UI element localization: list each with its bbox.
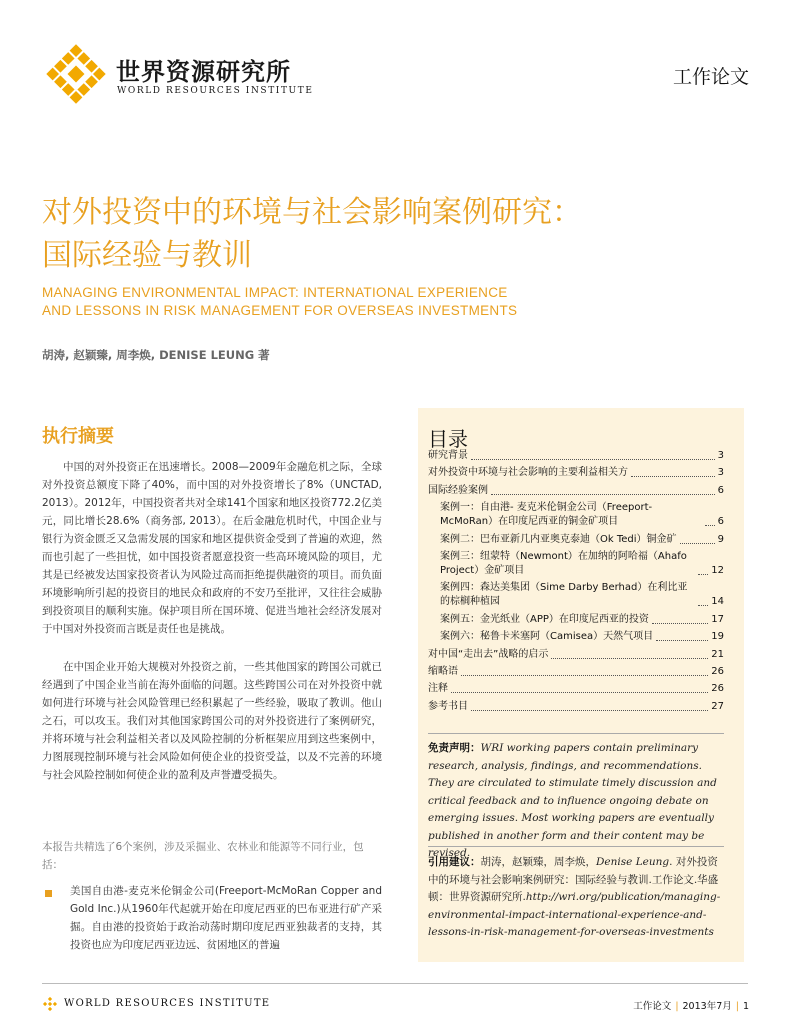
toc-item-page: 9 xyxy=(717,533,724,545)
citation xyxy=(428,854,726,942)
toc-item-case-2[interactable] xyxy=(428,533,724,547)
disclaimer-text: WRI working papers contain preliminary research, analysis, findings, and recommendations. They are circulated to stimulate timely discussion and critical feedback and to influence ongoing debate on emerging issues. Most working papers are eventually published in another form and their content may be revised. xyxy=(428,742,717,859)
toc-item-stakeholders[interactable] xyxy=(428,466,724,480)
table-of-contents xyxy=(428,449,724,717)
title-en-line2: AND LESSONS IN RISK MANAGEMENT FOR OVERSEAS INVESTMENTS xyxy=(42,303,518,318)
footer-divider xyxy=(42,983,748,984)
title-cn xyxy=(42,191,742,277)
disclaimer xyxy=(428,740,726,863)
divider xyxy=(428,846,724,847)
disclaimer-label: 免责声明： xyxy=(428,742,481,754)
toc-item-label: 案例二：巴布亚新几内亚奥克泰迪（Ok Tedi）铜金矿 xyxy=(440,533,677,545)
toc-item-page: 6 xyxy=(717,516,724,528)
toc-item-label: 参考书目 xyxy=(428,700,468,712)
toc-title: 目录 xyxy=(428,427,468,451)
toc-item-label: 国际经验案例 xyxy=(428,484,488,496)
toc-item-page: 26 xyxy=(711,665,724,677)
toc-item-page: 12 xyxy=(711,564,724,576)
toc-item-page: 3 xyxy=(717,467,724,479)
wri-logo-icon xyxy=(42,40,110,108)
bullet-square-icon xyxy=(45,890,52,897)
case-bullet-1: 美国自由港-麦克米伦铜金公司(Freeport-McMoRan Copper and Gold Inc.)从1960年代起就开始在印度尼西亚的巴布亚进行矿产采掘。自由港的投资始于政治动荡时期印度尼西亚独裁者的支持，其投资也应为印度尼西亚边远、贫困地区的普遍 xyxy=(70,885,382,951)
toc-item-label: 注释 xyxy=(428,683,448,695)
toc-item-label: 对中国“走出去”战略的启示 xyxy=(428,648,549,660)
toc-item-case-4[interactable] xyxy=(428,581,724,609)
toc-item-label: 案例三：纽蒙特（Newmont）在加纳的阿哈福（Ahafo Project）金矿项目 xyxy=(440,550,687,576)
toc-item-page: 19 xyxy=(711,631,724,643)
title-cn-line1: 对外投资中的环境与社会影响案例研究： xyxy=(42,195,582,230)
toc-item-page: 17 xyxy=(711,613,724,625)
citation-label: 引用建议： xyxy=(428,856,481,868)
cases-intro: 本报告共精选了6个案例，涉及采掘业、农林业和能源等不同行业，包括： xyxy=(42,841,364,871)
footer-org-name: WORLD RESOURCES INSTITUTE xyxy=(64,998,271,1009)
toc-item-label: 案例四：森达美集团（Sime Darby Berhad）在利比亚的棕榈种植园 xyxy=(440,582,688,608)
summary-heading: 执行摘要 xyxy=(42,426,114,447)
toc-item-label: 缩略语 xyxy=(428,665,458,677)
toc-item-page: 26 xyxy=(711,683,724,695)
divider xyxy=(428,733,724,734)
toc-item-page: 3 xyxy=(717,450,724,461)
citation-text-a: 胡涛，赵颖臻，周李焕， xyxy=(480,856,596,868)
footer-page-info: 工作论文 | 2013年7月 | 1 xyxy=(633,1001,749,1012)
title-en-line1: MANAGING ENVIRONMENTAL IMPACT: INTERNATIONAL EXPERIENCE xyxy=(42,285,508,300)
authors: 胡涛, 赵颖臻, 周李焕, DENISE LEUNG 著 xyxy=(42,348,270,362)
toc-item-notes[interactable] xyxy=(428,682,724,696)
org-name-en: WORLD RESOURCES INSTITUTE xyxy=(117,86,314,96)
document-type: 工作论文 xyxy=(672,66,749,88)
footer-page-number: 1 xyxy=(742,1001,749,1012)
toc-item-label: 研究背景 xyxy=(428,450,468,461)
toc-item-page: 21 xyxy=(711,648,724,660)
toc-item-case-5[interactable] xyxy=(428,613,724,627)
toc-item-page: 14 xyxy=(711,596,724,608)
wri-footer-logo-icon xyxy=(42,996,58,1012)
footer-doc-type: 工作论文 xyxy=(633,1001,672,1012)
summary-paragraph-1: 中国的对外投资正在迅速增长。2008—2009年金融危机之际，全球对外投资总额度下降了40%，而中国的对外投资增长了8%（UNCTAD, 2013）。2012年，中国投资者共对全球141个国家和地区投资772.2亿美元，同比增长28.6%（商务部, 2013）。在后金融危机时代，中国企业与银行为资金匮乏又急需发展的国家和地区提供资金受到了普遍的欢迎，然而也引起了一些担忧，如中国投资者愿意投资一些高环境风险的项目，尤其是已经被发达国家投资者认为风险过高而拒绝提供融资的项目。而负面环境影响所引起的投资目的地民众和政府的不安乃至批评，又往往会威胁到投资项目的顺利实施。保护项目所在国环境、促进当地社会经济发展对于中国对外投资而言既是责任也是挑战。 xyxy=(42,461,382,635)
toc-item-case-1[interactable] xyxy=(428,501,724,529)
citation-url[interactable]: http://wri.org/publication/managing-environmental-impact-international-experience-and-lessons-in-risk-management-for-overseas-investments xyxy=(428,891,721,938)
citation-text-b: . 对外投资中的环境与社会影响案例研究：国际经验与教训.工作论文.华盛顿：世界资源研究所. xyxy=(428,856,719,903)
toc-item-case-3[interactable] xyxy=(428,550,724,578)
title-cn-line2: 国际经验与教训 xyxy=(42,238,252,273)
toc-item-background[interactable] xyxy=(428,449,724,463)
toc-item-references[interactable] xyxy=(428,700,724,714)
citation-name: Denise Leung xyxy=(596,856,670,868)
footer-date: 2013年7月 xyxy=(682,1001,732,1012)
toc-item-cases[interactable] xyxy=(428,484,724,498)
toc-item-case-6[interactable] xyxy=(428,630,724,644)
toc-item-label: 案例五：金光纸业（APP）在印度尼西亚的投资 xyxy=(440,613,649,625)
toc-item-page: 6 xyxy=(717,484,724,496)
summary-paragraph-2: 在中国企业开始大规模对外投资之前，一些其他国家的跨国公司就已经遇到了中国企业当前在海外面临的问题。这些跨国公司在对外投资中就如何进行环境与社会风险管理已经积累起了一些经验，吸取了教训。他山之石，可以攻玉。我们对其他国家跨国公司的对外投资进行了案例研究，并将环境与社会利益相关者以及风险控制的分析框架应用到这些案例中，力图展现控制环境与社会风险如何使企业的投资受益，以及不完善的环境与社会风险控制如何使企业的盈利及声誉遭受损失。 xyxy=(42,661,382,781)
toc-item-label: 对外投资中环境与社会影响的主要利益相关方 xyxy=(428,467,628,479)
org-name-cn: 世界资源研究所 xyxy=(116,57,291,86)
toc-item-label: 案例六：秘鲁卡米塞阿（Camisea）天然气项目 xyxy=(440,631,654,643)
toc-item-label: 案例一：自由港- 麦克米伦铜金公司（Freeport-McMoRan）在印度尼西亚的铜金矿项目 xyxy=(440,502,653,528)
title-en xyxy=(42,284,742,320)
toc-item-page: 27 xyxy=(711,700,724,712)
toc-item-implications[interactable] xyxy=(428,648,724,662)
toc-item-abbreviations[interactable] xyxy=(428,665,724,679)
